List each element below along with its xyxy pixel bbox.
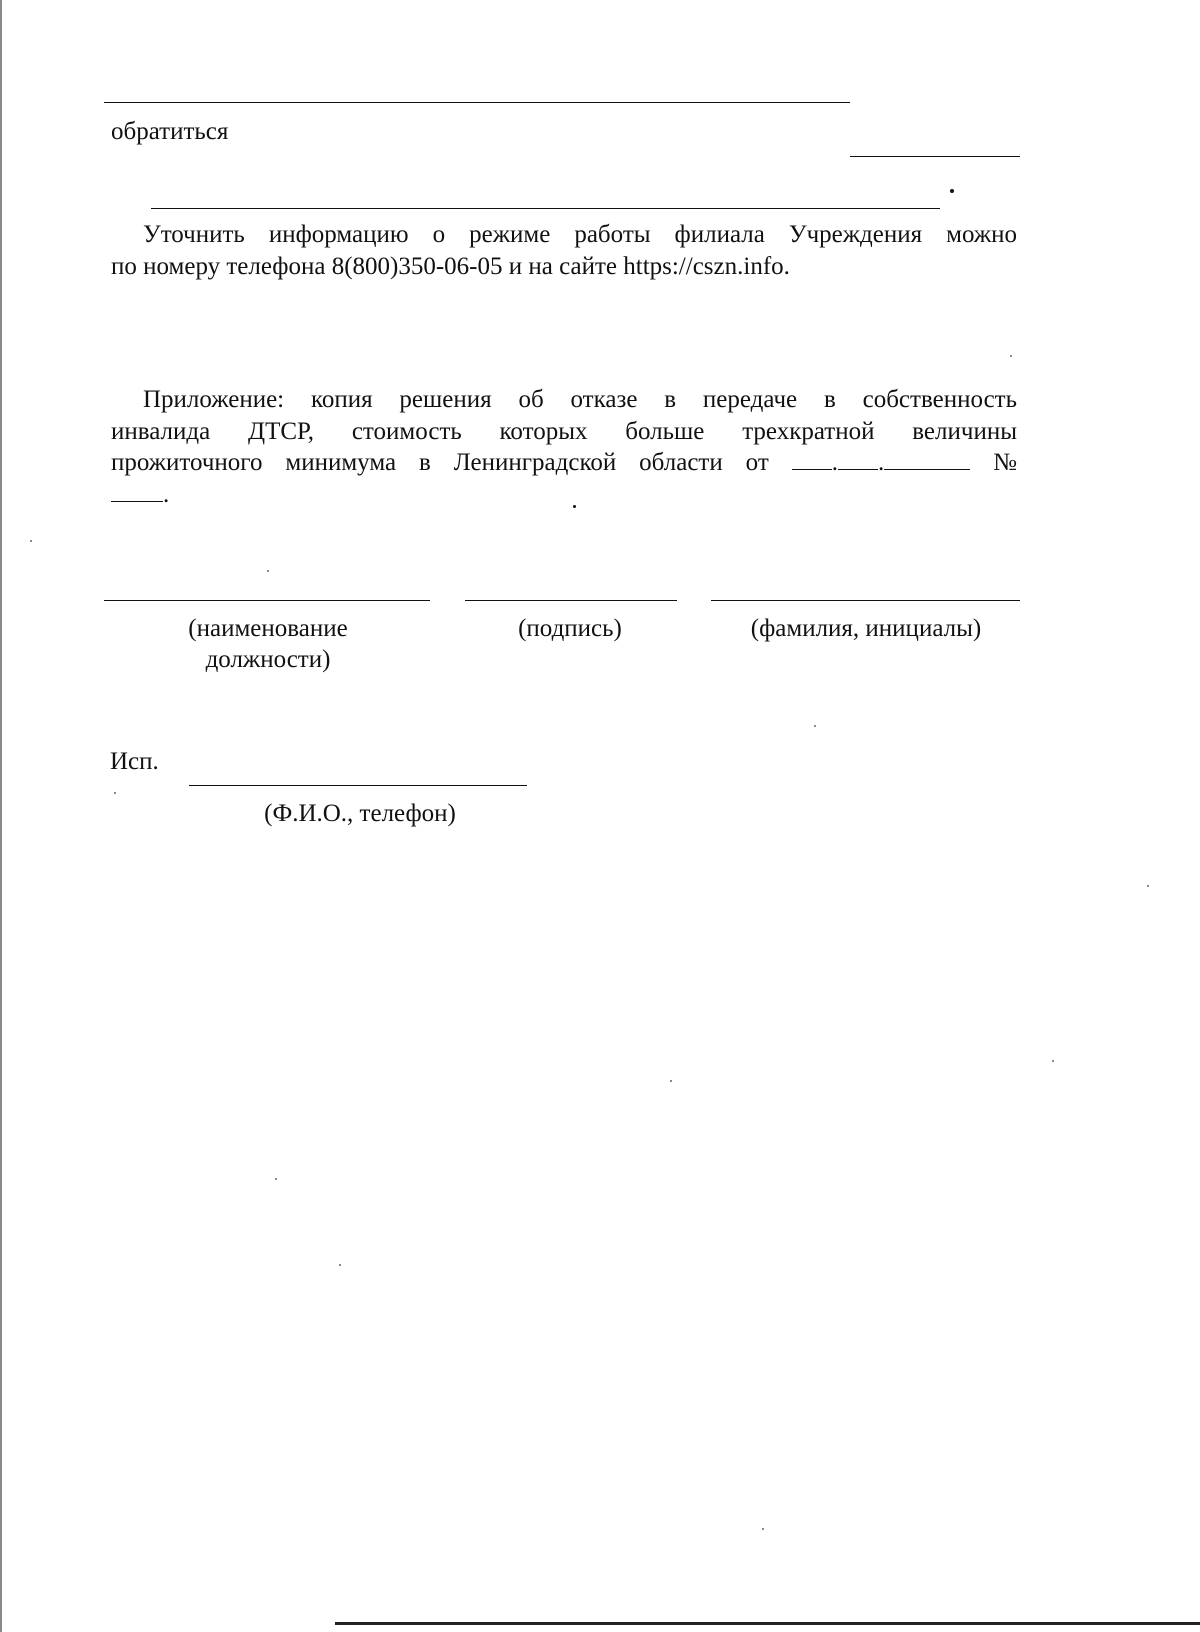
period-mark bbox=[950, 189, 954, 193]
decision-date-blank bbox=[792, 449, 971, 476]
signature-line bbox=[465, 600, 677, 601]
info-line-1: Уточнить информацию о режиме работы филиала Учреждения можно bbox=[143, 221, 1017, 248]
scan-speck bbox=[339, 1264, 341, 1266]
decision-number-blank bbox=[111, 481, 163, 502]
scan-speck bbox=[30, 540, 32, 542]
attachment-paragraph bbox=[111, 384, 1017, 510]
attachment-line-4 bbox=[111, 479, 1017, 511]
contact-fill-line-long bbox=[151, 208, 940, 209]
position-caption-line-1: (наименование bbox=[188, 615, 348, 642]
position-caption bbox=[150, 613, 386, 675]
executor-label: Исп. bbox=[110, 748, 159, 775]
attachment-line-1: Приложение: копия решения об отказе в передаче в собственность bbox=[143, 386, 1017, 413]
attachment-line-4-end: . bbox=[163, 480, 170, 508]
number-sign: № bbox=[993, 449, 1018, 476]
date-sep-2: . bbox=[877, 449, 885, 476]
executor-caption: (Ф.И.О., телефон) bbox=[264, 800, 456, 827]
signature-caption: (подпись) bbox=[518, 615, 622, 642]
contact-fill-line-short bbox=[850, 156, 1020, 157]
date-day-blank bbox=[792, 449, 832, 470]
attachment-line-3 bbox=[111, 447, 1017, 479]
info-paragraph bbox=[111, 219, 1017, 282]
stray-dot bbox=[573, 505, 576, 508]
scan-speck bbox=[814, 725, 816, 727]
top-fill-line bbox=[104, 102, 850, 103]
scan-speck bbox=[275, 1178, 277, 1180]
executor-fill-line bbox=[189, 785, 527, 786]
date-month-blank bbox=[838, 449, 878, 470]
scan-speck bbox=[1147, 885, 1149, 887]
scan-edge-left bbox=[0, 0, 2, 1632]
date-sep-1: . bbox=[831, 449, 838, 476]
scan-edge-bottom bbox=[335, 1622, 1200, 1625]
scan-speck bbox=[670, 1080, 672, 1082]
date-year-blank bbox=[884, 449, 970, 470]
info-line-2: по номеру телефона 8(800)350-06-05 и на сайте https://cszn.info. bbox=[111, 252, 790, 280]
scan-speck bbox=[1010, 355, 1012, 357]
attachment-line-3-text: прожиточного минимума в Ленинградской области от bbox=[111, 449, 769, 476]
position-signature-line bbox=[104, 600, 430, 601]
attachment-line-2: инвалида ДТСР, стоимость которых больше трехкратной величины bbox=[111, 417, 1017, 445]
name-caption: (фамилия, инициалы) bbox=[750, 615, 982, 642]
name-signature-line bbox=[711, 600, 1020, 601]
scan-speck bbox=[114, 792, 116, 794]
scan-speck bbox=[762, 1528, 764, 1530]
scan-speck bbox=[1052, 1060, 1054, 1062]
position-caption-line-2: должности) bbox=[205, 646, 331, 673]
scan-speck bbox=[267, 570, 269, 572]
contact-label: обратиться bbox=[111, 118, 229, 145]
